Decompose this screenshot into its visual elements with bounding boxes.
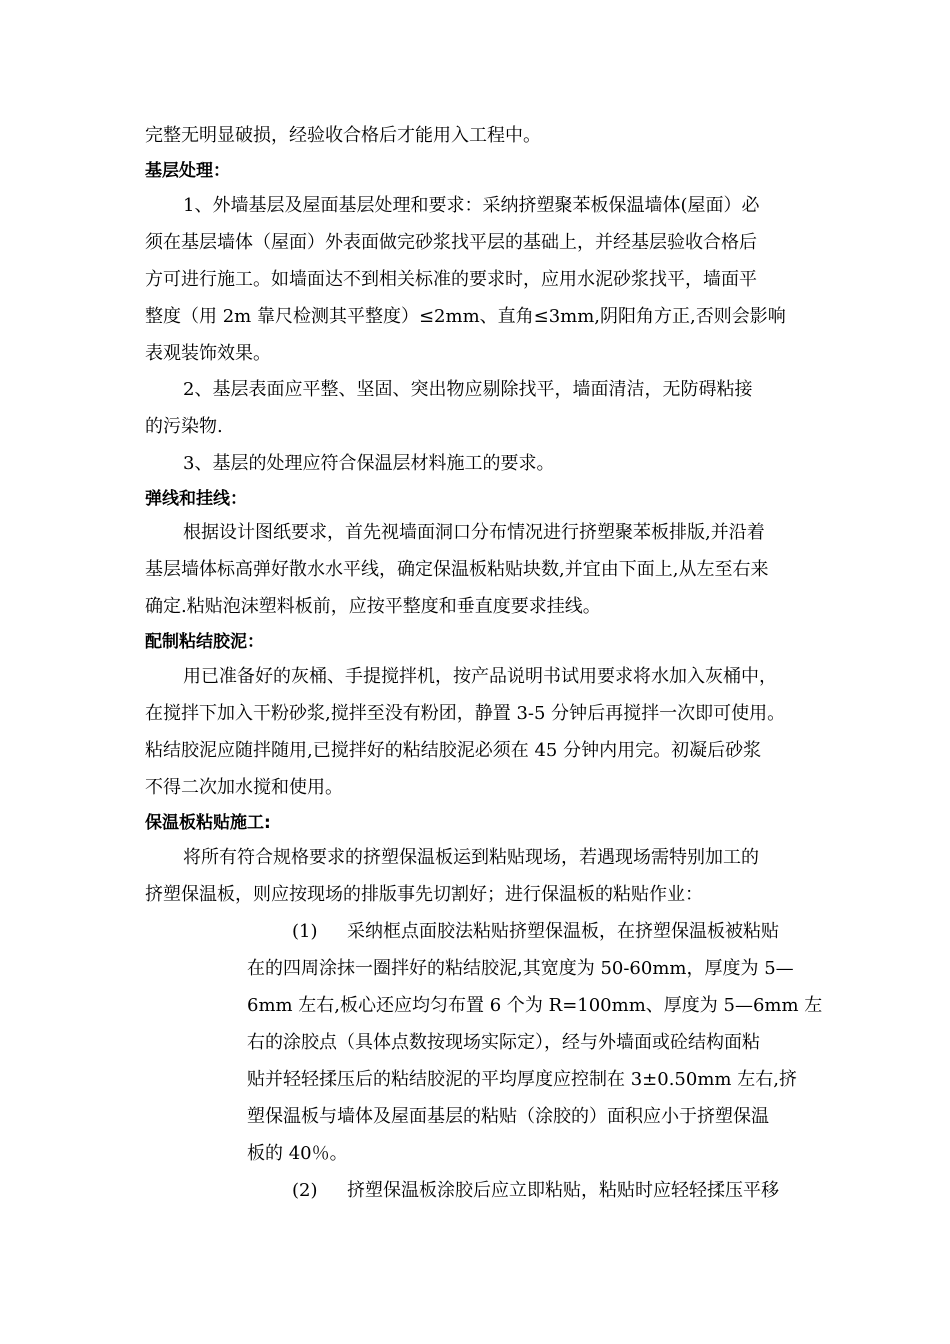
paragraph-line: 整度（用 2m 靠尺检测其平整度）≤2mm、直角≤3mm,阴阳角方正,否则会影响 — [145, 306, 786, 327]
section-heading-board-installation: 保温板粘贴施工: — [145, 813, 271, 833]
list-item-number: (1) — [292, 921, 318, 942]
section-heading-base-treatment: 基层处理： — [145, 161, 230, 181]
list-item-line: 6mm 左右,板心还应均匀布置 6 个为 R=100mm、厚度为 5—6mm 左 — [247, 995, 823, 1016]
paragraph-line: 1、外墙基层及屋面基层处理和要求：采纳挤塑聚苯板保温墙体(屋面）必 — [183, 195, 760, 216]
section-heading-line-marking: 弹线和挂线： — [145, 489, 247, 509]
list-item-line: 右的涂胶点（具体点数按现场实际定），经与外墙面或砼结构面粘 — [247, 1032, 760, 1053]
list-item-line: 在的四周涂抹一圈拌好的粘结胶泥,其宽度为 50-60mm，厚度为 5— — [247, 958, 794, 979]
paragraph-continuation: 完整无明显破损，经验收合格后才能用入工程中。 — [145, 125, 541, 146]
section-heading-adhesive: 配制粘结胶泥： — [145, 632, 264, 652]
paragraph-line: 基层墙体标高弹好散水水平线，确定保温板粘贴块数,并宜由下面上,从左至右来 — [145, 559, 769, 580]
list-item-number: (2) — [292, 1180, 318, 1201]
list-item-line: 贴并轻轻揉压后的粘结胶泥的平均厚度应控制在 3±0.50mm 左右,挤 — [247, 1069, 797, 1090]
paragraph-line: 方可进行施工。如墙面达不到相关标准的要求时，应用水泥砂浆找平，墙面平 — [145, 269, 757, 290]
paragraph-line: 用已准备好的灰桶、手提搅拌机，按产品说明书试用要求将水加入灰桶中， — [183, 666, 777, 687]
paragraph-line: 粘结胶泥应随拌随用,已搅拌好的粘结胶泥必须在 45 分钟内用完。初凝后砂浆 — [145, 740, 762, 761]
list-item-line: 采纳框点面胶法粘贴挤塑保温板，在挤塑保温板被粘贴 — [347, 921, 779, 942]
paragraph-line: 将所有符合规格要求的挤塑保温板运到粘贴现场，若遇现场需特别加工的 — [183, 847, 759, 868]
paragraph-line: 表观装饰效果。 — [145, 343, 271, 364]
paragraph-line: 在搅拌下加入干粉砂浆,搅拌至没有粉团，静置 3-5 分钟后再搅拌一次即可使用。 — [145, 703, 786, 724]
paragraph-line: 挤塑保温板，则应按现场的排版事先切割好；进行保温板的粘贴作业： — [145, 884, 703, 905]
paragraph-line: 2、基层表面应平整、坚固、突出物应剔除找平，墙面清洁，无防碍粘接 — [183, 379, 753, 400]
list-item-line: 挤塑保温板涂胶后应立即粘贴，粘贴时应轻轻揉压平移 — [347, 1180, 779, 1201]
list-item-line: 板的 40％。 — [247, 1143, 348, 1164]
paragraph-line: 根据设计图纸要求，首先视墙面洞口分布情况进行挤塑聚苯板排版,并沿着 — [183, 522, 765, 543]
list-item-line: 塑保温板与墙体及屋面基层的粘贴（涂胶的）面积应小于挤塑保温 — [247, 1106, 769, 1127]
paragraph-line: 不得二次加水搅和使用。 — [145, 777, 343, 798]
paragraph-line: 确定.粘贴泡沫塑料板前，应按平整度和垂直度要求挂线。 — [145, 596, 601, 617]
paragraph-line: 须在基层墙体（屋面）外表面做完砂浆找平层的基础上，并经基层验收合格后 — [145, 232, 757, 253]
paragraph-line: 3、基层的处理应符合保温层材料施工的要求。 — [183, 453, 555, 474]
paragraph-line: 的污染物. — [145, 416, 223, 437]
